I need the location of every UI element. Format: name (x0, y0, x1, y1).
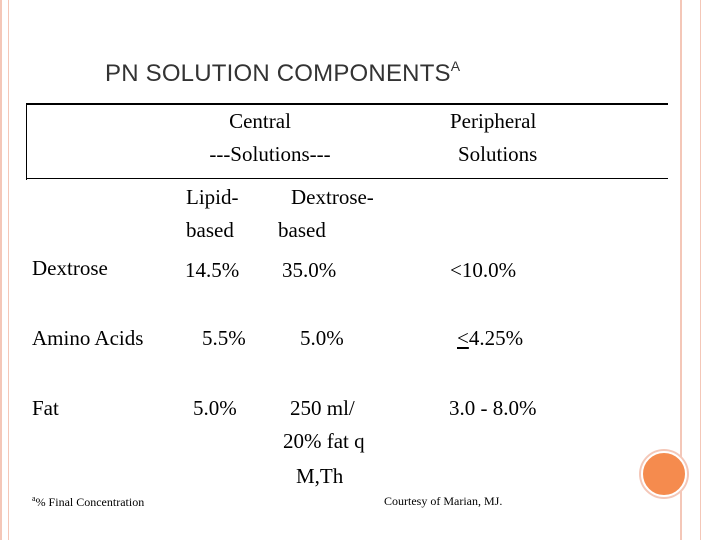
cell-fat-dextrose-line3: M,Th (296, 464, 344, 488)
row-label-fat: Fat (32, 396, 59, 420)
slide-frame-left (0, 0, 12, 540)
subheader-dextrose-based: based (278, 218, 326, 242)
footnote-text: % Final Concentration (35, 495, 145, 509)
cell-dextrose-peripheral: <10.0% (450, 258, 517, 282)
amino-peripheral-value: 4.25% (468, 326, 524, 350)
cell-fat-dextrose-line2: 20% fat q (283, 429, 365, 453)
cell-fat-peripheral: 3.0 - 8.0% (449, 396, 537, 420)
row-label-amino-acids: Amino Acids (32, 326, 144, 350)
header-central: Central (229, 109, 291, 133)
table-left-rule (26, 103, 27, 180)
header-peripheral-solutions: Solutions (458, 142, 538, 166)
cell-amino-lipid: 5.5% (202, 326, 246, 350)
cell-amino-peripheral (457, 322, 523, 355)
subheader-dextrose: Dextrose- (291, 185, 374, 209)
cell-fat-lipid: 5.0% (193, 396, 237, 420)
credit-line: Courtesy of Marian, MJ. (384, 494, 503, 508)
table-header-rule (26, 178, 668, 179)
title-text: PN SOLUTION COMPONENTS (105, 60, 451, 87)
slide-frame-right (680, 0, 720, 540)
footnote-marker: a (32, 494, 36, 503)
cell-fat-dextrose-line1: 250 ml/ (290, 396, 355, 420)
cell-dextrose-dextrose: 35.0% (282, 258, 337, 282)
subheader-lipid-based: based (186, 218, 234, 242)
table-top-rule (26, 103, 668, 105)
decorative-circle (641, 451, 687, 497)
subheader-lipid: Lipid- (186, 185, 239, 209)
cell-amino-dextrose: 5.0% (300, 326, 344, 350)
slide-title (105, 58, 460, 88)
header-peripheral: Peripheral (450, 109, 537, 133)
less-equal-symbol: < (457, 326, 469, 350)
cell-dextrose-lipid: 14.5% (185, 258, 240, 282)
footnote (32, 494, 144, 510)
header-central-solutions: ---Solutions--- (209, 142, 331, 166)
title-superscript: A (450, 58, 461, 74)
row-label-dextrose: Dextrose (32, 256, 108, 280)
